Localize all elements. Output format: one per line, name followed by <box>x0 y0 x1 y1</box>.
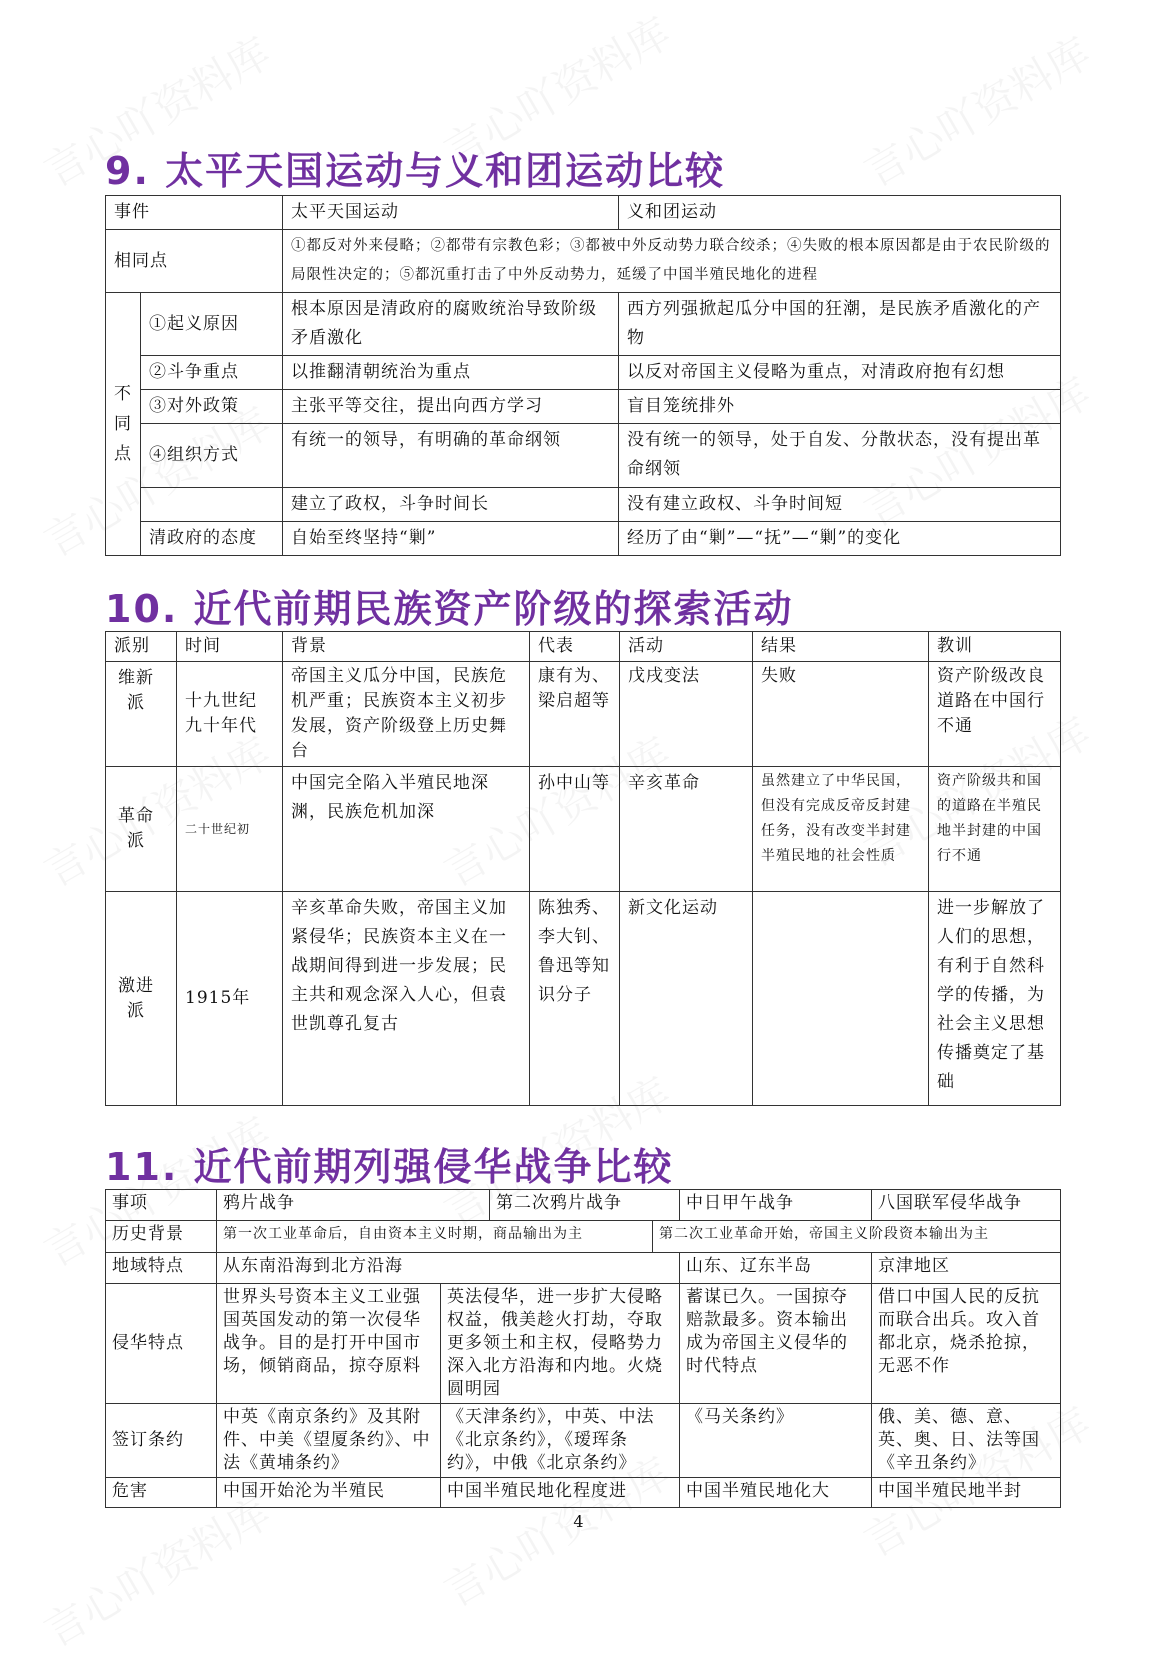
table-row <box>106 230 1061 293</box>
cell: 有统一的领导，有明确的革命纲领 <box>283 424 619 488</box>
row-label: 签订条约 <box>106 1404 217 1478</box>
result-cell: 虽然建立了中华民国，但没有完成反帝反封建任务，没有改变半封建半殖民地的社会性质 <box>753 767 929 892</box>
row-label: ②斗争重点 <box>141 356 283 390</box>
table-row <box>106 767 1061 892</box>
header-cell: 事项 <box>106 1190 217 1221</box>
activity-cell: 辛亥革命 <box>620 767 753 892</box>
header-cell: 八国联军侵华战争 <box>872 1190 1061 1221</box>
cell: 从东南沿海到北方沿海 <box>217 1253 680 1284</box>
header-cell: 事件 <box>106 196 283 230</box>
table-row <box>106 1221 1061 1253</box>
cell: 京津地区 <box>872 1253 1061 1284</box>
table-row <box>106 892 1061 1106</box>
row-label: 清政府的态度 <box>141 522 283 556</box>
rep-cell: 孙中山等 <box>530 767 620 892</box>
table-row <box>106 1284 1061 1404</box>
cell: 经历了由“剿”—“抚”—“剿”的变化 <box>619 522 1061 556</box>
header-cell: 时间 <box>177 632 283 662</box>
header-cell: 义和团运动 <box>619 196 1061 230</box>
cell: 第二次工业革命开始，帝国主义阶段资本输出为主 <box>653 1221 1061 1253</box>
cell: 第一次工业革命后，自由资本主义时期，商品输出为主 <box>217 1221 653 1253</box>
cell: 俄、美、德、意、英、奥、日、法等国《辛丑条约》 <box>872 1404 1061 1478</box>
table-row <box>106 488 1061 522</box>
row-label: ④组织方式 <box>141 424 283 488</box>
header-cell: 中日甲午战争 <box>680 1190 872 1221</box>
header-cell: 派别 <box>106 632 177 662</box>
row-label: ①起义原因 <box>141 293 283 356</box>
cell: 中国半殖民地化大 <box>680 1478 872 1508</box>
cell: 中英《南京条约》及其附件、中美《望厦条约》、中法《黄埔条约》 <box>217 1404 441 1478</box>
time-cell: 1915年 <box>177 892 283 1106</box>
table-row <box>106 1404 1061 1478</box>
header-cell: 鸦片战争 <box>217 1190 490 1221</box>
table-row <box>106 356 1061 390</box>
table-row <box>106 662 1061 767</box>
faction-cell: 革命派 <box>106 767 177 892</box>
table-row <box>106 293 1061 356</box>
cell: 借口中国人民的反抗而联合出兵。攻入首都北京，烧杀抢掠，无恶不作 <box>872 1284 1061 1404</box>
background-cell: 辛亥革命失败，帝国主义加紧侵华；民族资本主义在一战期间得到进一步发展；民主共和观念深入人心，但袁世凯尊孔复古 <box>283 892 530 1106</box>
table-row <box>106 424 1061 488</box>
header-cell: 结果 <box>753 632 929 662</box>
cell: 没有建立政权、斗争时间短 <box>619 488 1061 522</box>
result-cell: 失败 <box>753 662 929 767</box>
cell: 《天津条约》，中英、中法《北京条约》，《瑷珲条约》，中俄《北京条约》 <box>441 1404 680 1478</box>
bourgeois-exploration-table <box>105 631 1061 1106</box>
row-label <box>141 488 283 522</box>
section-title: 11. 近代前期列强侵华战争比较 <box>105 1145 674 1189</box>
cell: 根本原因是清政府的腐败统治导致阶级矛盾激化 <box>283 293 619 356</box>
table-row <box>106 1253 1061 1284</box>
row-label: 侵华特点 <box>106 1284 217 1404</box>
header-cell: 第二次鸦片战争 <box>490 1190 680 1221</box>
row-label: 相同点 <box>106 230 283 293</box>
header-cell: 背景 <box>283 632 530 662</box>
table-row <box>106 522 1061 556</box>
cell: 中国半殖民地化程度进 <box>441 1478 680 1508</box>
watermark <box>852 21 1100 199</box>
row-label: 历史背景 <box>106 1221 217 1253</box>
cell: 以推翻清朝统治为重点 <box>283 356 619 390</box>
table-header-row <box>106 196 1061 230</box>
faction-cell: 激进派 <box>106 892 177 1106</box>
cell: 英法侵华，进一步扩大侵略权益，俄美趁火打劫，夺取更多领土和主权，侵略势力深入北方沿海和内地。火烧圆明园 <box>441 1284 680 1404</box>
lesson-cell: 资产阶级共和国的道路在半殖民地半封建的中国行不通 <box>929 767 1061 892</box>
row-label: 地域特点 <box>106 1253 217 1284</box>
table-header-row <box>106 632 1061 662</box>
cell: 山东、辽东半岛 <box>680 1253 872 1284</box>
cell: 以反对帝国主义侵略为重点，对清政府抱有幻想 <box>619 356 1061 390</box>
cell: 没有统一的领导，处于自发、分散状态，没有提出革命纲领 <box>619 424 1061 488</box>
lesson-cell: 进一步解放了人们的思想，有利于自然科学的传播，为社会主义思想传播奠定了基础 <box>929 892 1061 1106</box>
row-label: 危害 <box>106 1478 217 1508</box>
cell: 世界头号资本主义工业强国英国发动的第一次侵华战争。目的是打开中国市场，倾销商品，掠夺原料 <box>217 1284 441 1404</box>
header-cell: 教训 <box>929 632 1061 662</box>
faction-cell: 维新派 <box>106 662 177 767</box>
section-title: 9. 太平天国运动与义和团运动比较 <box>105 149 726 193</box>
background-cell: 帝国主义瓜分中国，民族危机严重；民族资本主义初步发展，资产阶级登上历史舞台 <box>283 662 530 767</box>
table-header-row <box>106 1190 1061 1221</box>
rep-cell: 康有为、梁启超等 <box>530 662 620 767</box>
background-cell: 中国完全陷入半殖民地深渊，民族危机加深 <box>283 767 530 892</box>
comparison-table-taiping-boxer <box>105 195 1061 556</box>
table-row <box>106 1478 1061 1508</box>
time-cell: 十九世纪九十年代 <box>177 662 283 767</box>
cell: 蓄谋已久。一国掠夺赔款最多。资本输出成为帝国主义侵华的时代特点 <box>680 1284 872 1404</box>
section-title: 10. 近代前期民族资产阶级的探索活动 <box>105 587 794 631</box>
time-cell: 二十世纪初 <box>177 767 283 892</box>
header-cell: 活动 <box>620 632 753 662</box>
cell: 建立了政权，斗争时间长 <box>283 488 619 522</box>
activity-cell: 新文化运动 <box>620 892 753 1106</box>
rep-cell: 陈独秀、李大钊、鲁迅等知识分子 <box>530 892 620 1106</box>
header-cell: 太平天国运动 <box>283 196 619 230</box>
table-row <box>106 390 1061 424</box>
invasion-wars-table <box>105 1189 1061 1508</box>
cell: 西方列强掀起瓜分中国的狂潮，是民族矛盾激化的产物 <box>619 293 1061 356</box>
cell: 盲目笼统排外 <box>619 390 1061 424</box>
page-number: 4 <box>573 1512 584 1531</box>
cell: 中国开始沦为半殖民 <box>217 1478 441 1508</box>
diff-label: 不同点 <box>106 293 141 556</box>
activity-cell: 戊戌变法 <box>620 662 753 767</box>
cell: 主张平等交往，提出向西方学习 <box>283 390 619 424</box>
cell: 《马关条约》 <box>680 1404 872 1478</box>
same-points-text: ①都反对外来侵略；②都带有宗教色彩；③都被中外反动势力联合绞杀；④失败的根本原因都是由于农民阶级的局限性决定的；⑤都沉重打击了中外反动势力，延缓了中国半殖民地化的进程 <box>283 230 1061 293</box>
cell: 中国半殖民地半封 <box>872 1478 1061 1508</box>
cell: 自始至终坚持“剿” <box>283 522 619 556</box>
lesson-cell: 资产阶级改良道路在中国行不通 <box>929 662 1061 767</box>
result-cell <box>753 892 929 1106</box>
header-cell: 代表 <box>530 632 620 662</box>
row-label: ③对外政策 <box>141 390 283 424</box>
